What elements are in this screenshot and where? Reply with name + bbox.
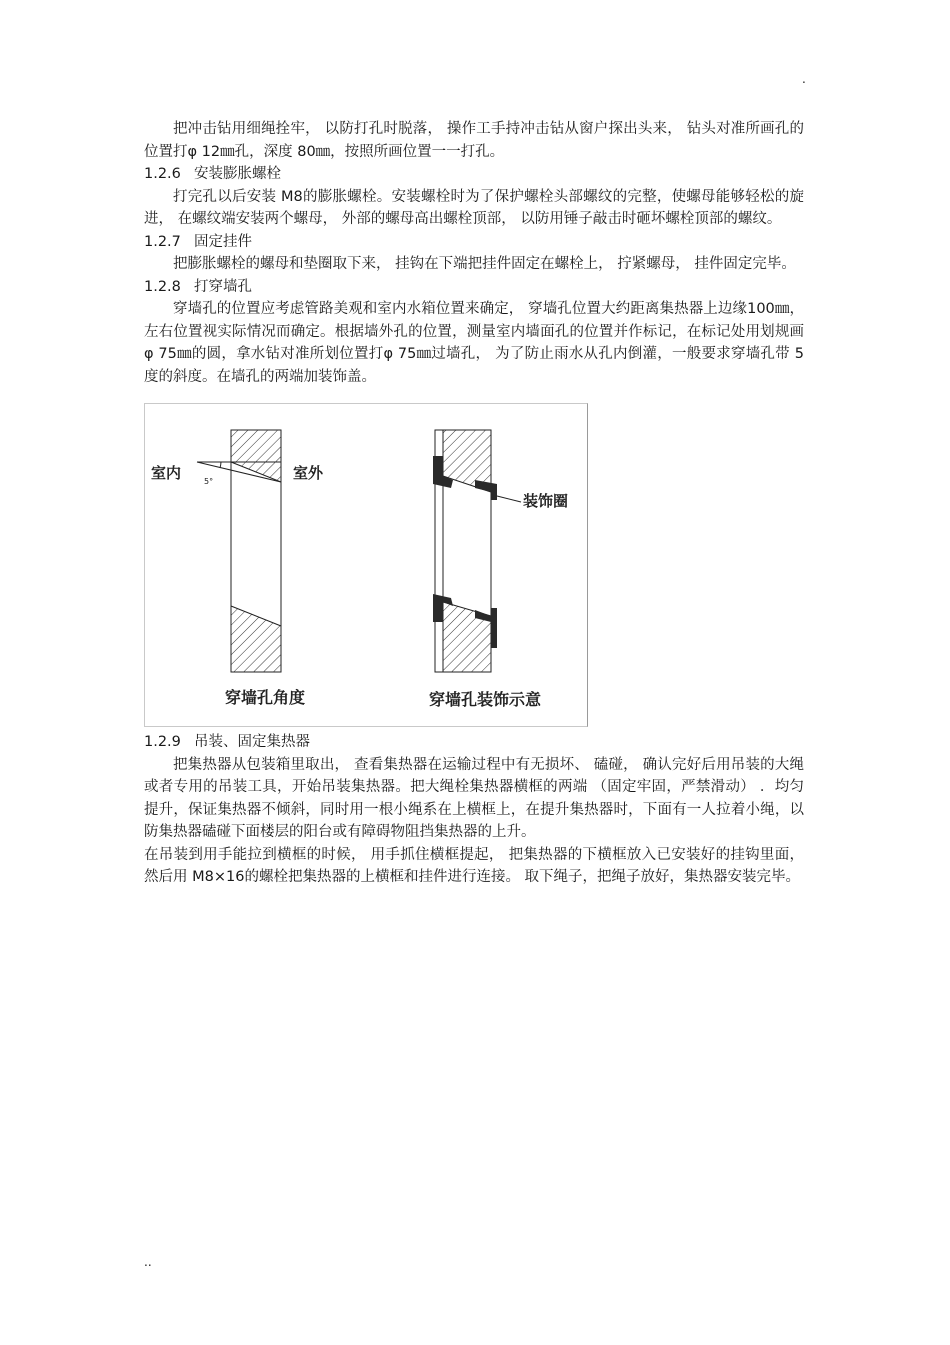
label-decorative-ring: 装饰圈 [523, 492, 569, 510]
caption-hole-decoration: 穿墙孔装饰示意 [429, 690, 542, 709]
paragraph-mounting: 在吊装到用手能拉到横框的时候， 用手抓住横框提起， 把集热器的下横框放入已安装好的挂钩里面，然后用 M8×16的螺栓把集热器的上横框和挂件进行连接。 取下绳子，把绳子放好，集热器安装完毕。 [144, 846, 804, 885]
caption-hole-angle: 穿墙孔角度 [225, 688, 306, 707]
wall-section-bottom [443, 602, 491, 672]
label-angle: 5° [204, 477, 214, 486]
heading-title: 打穿墙孔 [194, 278, 252, 295]
document-body [144, 118, 804, 889]
label-indoor: 室内 [151, 464, 182, 482]
decorative-ring-outdoor-top [475, 480, 497, 500]
heading-title: 吊装、固定集热器 [194, 734, 310, 750]
heading-1-2-6 [144, 163, 804, 186]
sloped-hole-drawing [197, 430, 281, 672]
page-mark-bottom: .. [144, 1255, 152, 1269]
label-outdoor: 室外 [293, 464, 324, 482]
wall-section-top [231, 430, 281, 482]
heading-number: 1.2.6 [144, 166, 181, 182]
heading-1-2-8 [144, 276, 804, 299]
leader-line [497, 496, 521, 502]
paragraph-drilling: 把冲击钻用细绳拴牢， 以防打孔时脱落， 操作工手持冲击钻从窗户探出头来， 钻头对准所画孔的位置打φ 12㎜孔，深度 80㎜，按照所画位置一一打孔。 [144, 121, 804, 160]
heading-title: 安装膨胀螺栓 [194, 166, 281, 182]
heading-1-2-7 [144, 231, 804, 254]
page-mark-top: . [802, 72, 806, 86]
heading-number: 1.2.9 [144, 734, 181, 750]
heading-number: 1.2.7 [144, 233, 181, 250]
paragraph-expansion-bolt: 打完孔以后安装 M8的膨胀螺栓。安装螺栓时为了保护螺栓头部螺纹的完整，使螺母能够轻松的旋进， 在螺纹端安装两个螺母， 外部的螺母高出螺栓顶部， 以防用锤子敲击时砸坏螺栓顶部的螺纹。 [144, 188, 804, 227]
decorated-hole-drawing [433, 430, 521, 672]
wall-section-bottom [231, 606, 281, 672]
paragraph-fix-hanger: 把膨胀螺栓的螺母和垫圈取下来， 挂钩在下端把挂件固定在螺栓上， 拧紧螺母， 挂件固定完毕。 [173, 256, 796, 272]
paragraph-wall-hole: 穿墙孔的位置应考虑管路美观和室内水箱位置来确定， 穿墙孔位置大约距离集热器上边缘100㎜，左右位置视实际情况而确定。根据墙外孔的位置，测量室内墙面孔的位置并作标记，在标记处用划规画φ 75㎜的圆，拿水钻对准所划位置打φ 75㎜过墙孔， 为了防止雨水从孔内倒灌，一般要求穿墙孔带 5度的斜度。在墙孔的两端加装饰盖。 [144, 301, 804, 385]
heading-title: 固定挂件 [194, 233, 252, 250]
heading-number: 1.2.8 [144, 278, 181, 295]
angle-arc [220, 462, 221, 468]
paragraph-hoisting: 把集热器从包装箱里取出， 查看集热器在运输过程中有无损坏、 磕碰， 确认完好后用吊装的大绳或者专用的吊装工具，开始吊装集热器。把大绳栓集热器横框的两端 （固定牢固，严禁滑动） ．均匀提升，保证集热器不倾斜，同时用一根小绳系在上横框上，在提升集热器时，下面有一人拉着小绳，以防集热器磕碰下面楼层的阳台或有障碍物阻挡集热器的上升。 [144, 756, 804, 840]
wall-hole-diagram [145, 404, 587, 726]
wall-hole-figure [144, 403, 588, 727]
heading-1-2-9 [144, 731, 804, 754]
